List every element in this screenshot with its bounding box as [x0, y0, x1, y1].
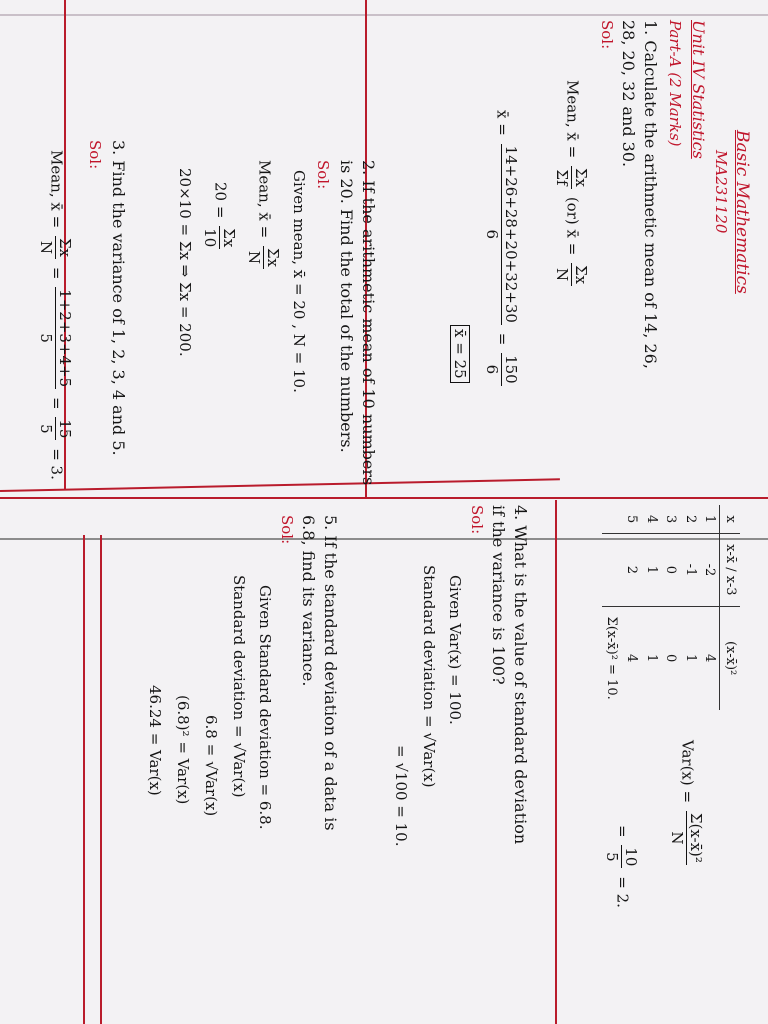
table-header-row — [720, 505, 740, 710]
vertical-rule-lower-2 — [100, 535, 102, 1024]
q1-fraction-1: Σx Σf — [553, 167, 590, 188]
table-header-x: x — [720, 505, 740, 534]
table-header-deviation: x-x̄ / x-3 — [720, 534, 740, 606]
q3-fraction-3: 15 5 — [37, 419, 74, 439]
q3-sol-label: Sol: — [86, 140, 104, 170]
q2-question-a: 2. If the arithmetic mean of 10 numbers — [359, 160, 378, 486]
q2-fraction-2: Σx 10 — [201, 228, 238, 248]
q2-given: Given mean, x̄ = 20 , N = 10. — [290, 170, 308, 393]
q5-line3: 6.8 = √Var(x) — [202, 715, 220, 817]
q1-calc: x̄ = 14+26+28+20+32+30 6 = 150 6 — [483, 110, 520, 384]
q5-sol-label: Sol: — [278, 515, 296, 545]
table-sum-row: Σ(x-x̄)² = 10. — [602, 505, 622, 710]
q1-xbar: x̄ = — [493, 110, 512, 136]
q5-line5: 46.24 = Var(x) — [146, 685, 164, 796]
q2-mean-formula: Mean, x̄ = Σx N — [245, 160, 282, 268]
q5-given: Given Standard deviation = 6.8. — [256, 585, 274, 830]
q2-line3: 20×10 = Σx ⇒ Σx = 200. — [176, 168, 194, 357]
q1-mean-label: Mean, x̄ = — [563, 80, 582, 159]
course-title: Basic Mathematics — [732, 130, 752, 294]
q2-line2: 20 = Σx 10 — [201, 182, 238, 248]
table-row: 4 1 1 — [641, 505, 661, 710]
table-row: 5 2 4 — [621, 505, 641, 710]
q1-question-a: 1. Calculate the arithmetic mean of 14, 26, — [641, 20, 660, 369]
table-header-squared: (x-x̄)² — [720, 606, 740, 710]
table-row: 3 0 0 — [661, 505, 681, 710]
q5-line4: (6.8)² = Var(x) — [174, 695, 192, 805]
q4-line3: = √100 = 10. — [392, 745, 410, 847]
q1-answer: x̄ = 25 — [450, 325, 470, 383]
q3-calc: Mean, x̄ = Σx N = 1+2+3+4+5 5 = 15 5 = 3. — [37, 150, 74, 480]
q1-fraction-2: Σx N — [553, 265, 590, 285]
q2-question-b: is 20. Find the total of the numbers. — [337, 160, 356, 453]
q3-fraction-1: Σx N — [37, 237, 74, 258]
q2-sol-label: Sol: — [314, 160, 332, 190]
unit-heading: Unit IV Statistics — [689, 20, 708, 159]
q1-question-b: 28, 20, 32 and 30. — [619, 20, 638, 168]
q1-sol-label: Sol: — [598, 20, 616, 50]
variance-formula: Var(x) = Σ(x-x̄)² N — [668, 740, 705, 863]
q4-section — [370, 505, 530, 945]
q1-fraction-4: 150 6 — [483, 355, 520, 384]
q4-question-b: if the variance is 100? — [489, 505, 508, 685]
q5-question-b: 6.8, find its variance. — [299, 515, 318, 687]
margin-line-top — [0, 14, 768, 16]
q3-question: 3. Find the variance of 1, 2, 3, 4 and 5. — [109, 140, 128, 456]
q5-line2: Standard deviation = √Var(x) — [230, 575, 248, 798]
variance-section — [510, 505, 740, 965]
variance-result: = 10 5 = 2. — [603, 825, 640, 908]
q3-section — [8, 140, 128, 520]
q4-given: Given Var(x) = 100. — [446, 575, 464, 725]
table-row: 2 -1 1 — [680, 505, 700, 710]
vertical-rule-lower — [83, 535, 85, 1024]
q4-sol-label: Sol: — [468, 505, 486, 535]
q1-mean-formula — [553, 80, 590, 289]
q1-fraction-3: 14+26+28+20+32+30 6 — [483, 145, 520, 323]
q5-section — [130, 515, 340, 955]
variance-fraction-1: Σ(x-x̄)² N — [668, 812, 705, 863]
course-code: MA231120 — [712, 150, 730, 234]
q4-line2: Standard deviation = √Var(x) — [420, 565, 438, 788]
q5-question-a: 5. If the standard deviation of a data is — [321, 515, 340, 831]
part-heading: Part-A (2 Marks) — [666, 20, 684, 147]
q4-question-a: 4. What is the value of standard deviation — [511, 505, 530, 845]
table-row: 1 -2 4 — [700, 505, 720, 710]
q1-or-text: (or) x̄ = — [563, 196, 582, 256]
q3-fraction-2: 1+2+3+4+5 5 — [37, 289, 74, 388]
q2-fraction-1: Σx N — [245, 247, 282, 268]
variance-fraction-2: 10 5 — [603, 847, 640, 867]
deviation-table — [602, 505, 740, 710]
